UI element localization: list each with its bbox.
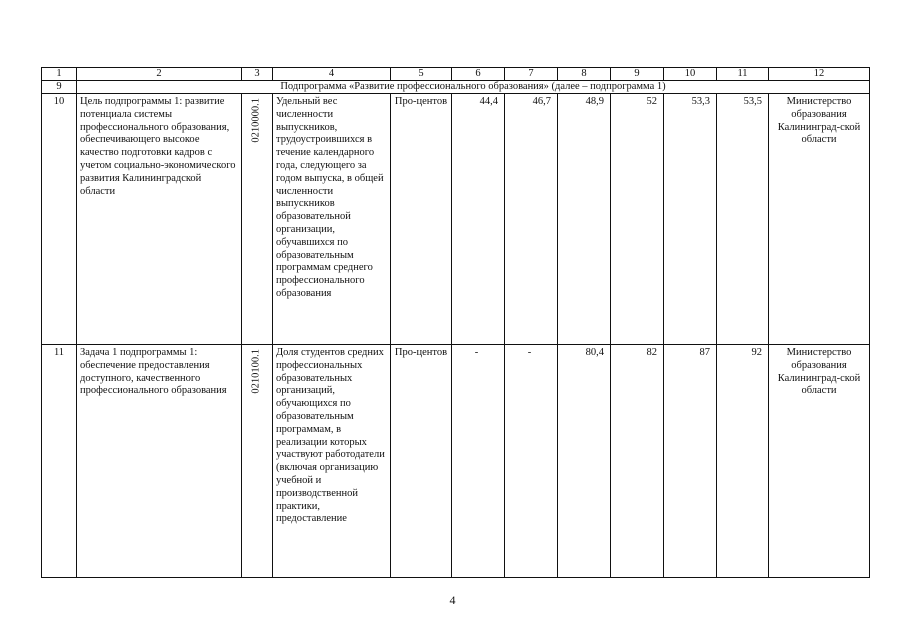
value-col-10: 87 — [664, 345, 717, 578]
indicators-table — [41, 67, 870, 578]
value-col-9: 82 — [611, 345, 664, 578]
subprogram-title: Подпрограмма «Развитие профессионального образования» (далее – подпрограмма 1) — [77, 81, 870, 94]
task-name: Задача 1 подпрограммы 1: обеспечение предоставления доступного, качественного профессионального образования — [77, 345, 242, 578]
value-col-11: 53,5 — [717, 94, 769, 345]
table-row — [42, 345, 870, 578]
indicator-description: Удельный вес численности выпускников, трудоустроившихся в течение календарного года, следующего за годом выпуска, в общей численности выпускников образовательной организации, обучавшихся по образовательным программам среднего профессионального образования — [273, 94, 391, 345]
value-col-6: - — [452, 345, 505, 578]
table-row — [42, 94, 870, 345]
value-col-9: 52 — [611, 94, 664, 345]
goal-name: Цель подпрограммы 1: развитие потенциала системы профессионального образования, обеспечивающего высокое качество подготовки кадров с учетом социально-экономического развития Калининградской области — [77, 94, 242, 345]
col-header-8: 8 — [558, 68, 611, 81]
indicator-code-text: 0210000.1 — [250, 98, 262, 143]
subprogram-row — [42, 81, 870, 94]
value-col-8: 48,9 — [558, 94, 611, 345]
value-col-7: 46,7 — [505, 94, 558, 345]
indicator-code — [242, 94, 273, 345]
row-number: 10 — [42, 94, 77, 345]
indicator-code — [242, 345, 273, 578]
subprogram-number: 9 — [42, 81, 77, 94]
value-col-7: - — [505, 345, 558, 578]
col-header-3: 3 — [242, 68, 273, 81]
indicator-code-text: 0210100.1 — [250, 349, 262, 394]
col-header-4: 4 — [273, 68, 391, 81]
responsible-executor: Министерство образования Калининград-ской области — [769, 345, 870, 578]
col-header-7: 7 — [505, 68, 558, 81]
value-col-8: 80,4 — [558, 345, 611, 578]
col-header-6: 6 — [452, 68, 505, 81]
col-header-12: 12 — [769, 68, 870, 81]
value-col-6: 44,4 — [452, 94, 505, 345]
column-number-row — [42, 68, 870, 81]
responsible-executor: Министерство образования Калининград-ской области — [769, 94, 870, 345]
unit: Про-центов — [391, 94, 452, 345]
row-number: 11 — [42, 345, 77, 578]
col-header-11: 11 — [717, 68, 769, 81]
value-col-10: 53,3 — [664, 94, 717, 345]
page-number: 4 — [449, 593, 456, 607]
col-header-10: 10 — [664, 68, 717, 81]
col-header-1: 1 — [42, 68, 77, 81]
unit: Про-центов — [391, 345, 452, 578]
indicator-description: Доля студентов средних профессиональных образовательных организаций, обучающихся по образовательным программам, в реализации которых участвуют работодатели (включая организацию учебной и производственной практики, предоставление — [273, 345, 391, 578]
col-header-2: 2 — [77, 68, 242, 81]
value-col-11: 92 — [717, 345, 769, 578]
col-header-9: 9 — [611, 68, 664, 81]
col-header-5: 5 — [391, 68, 452, 81]
